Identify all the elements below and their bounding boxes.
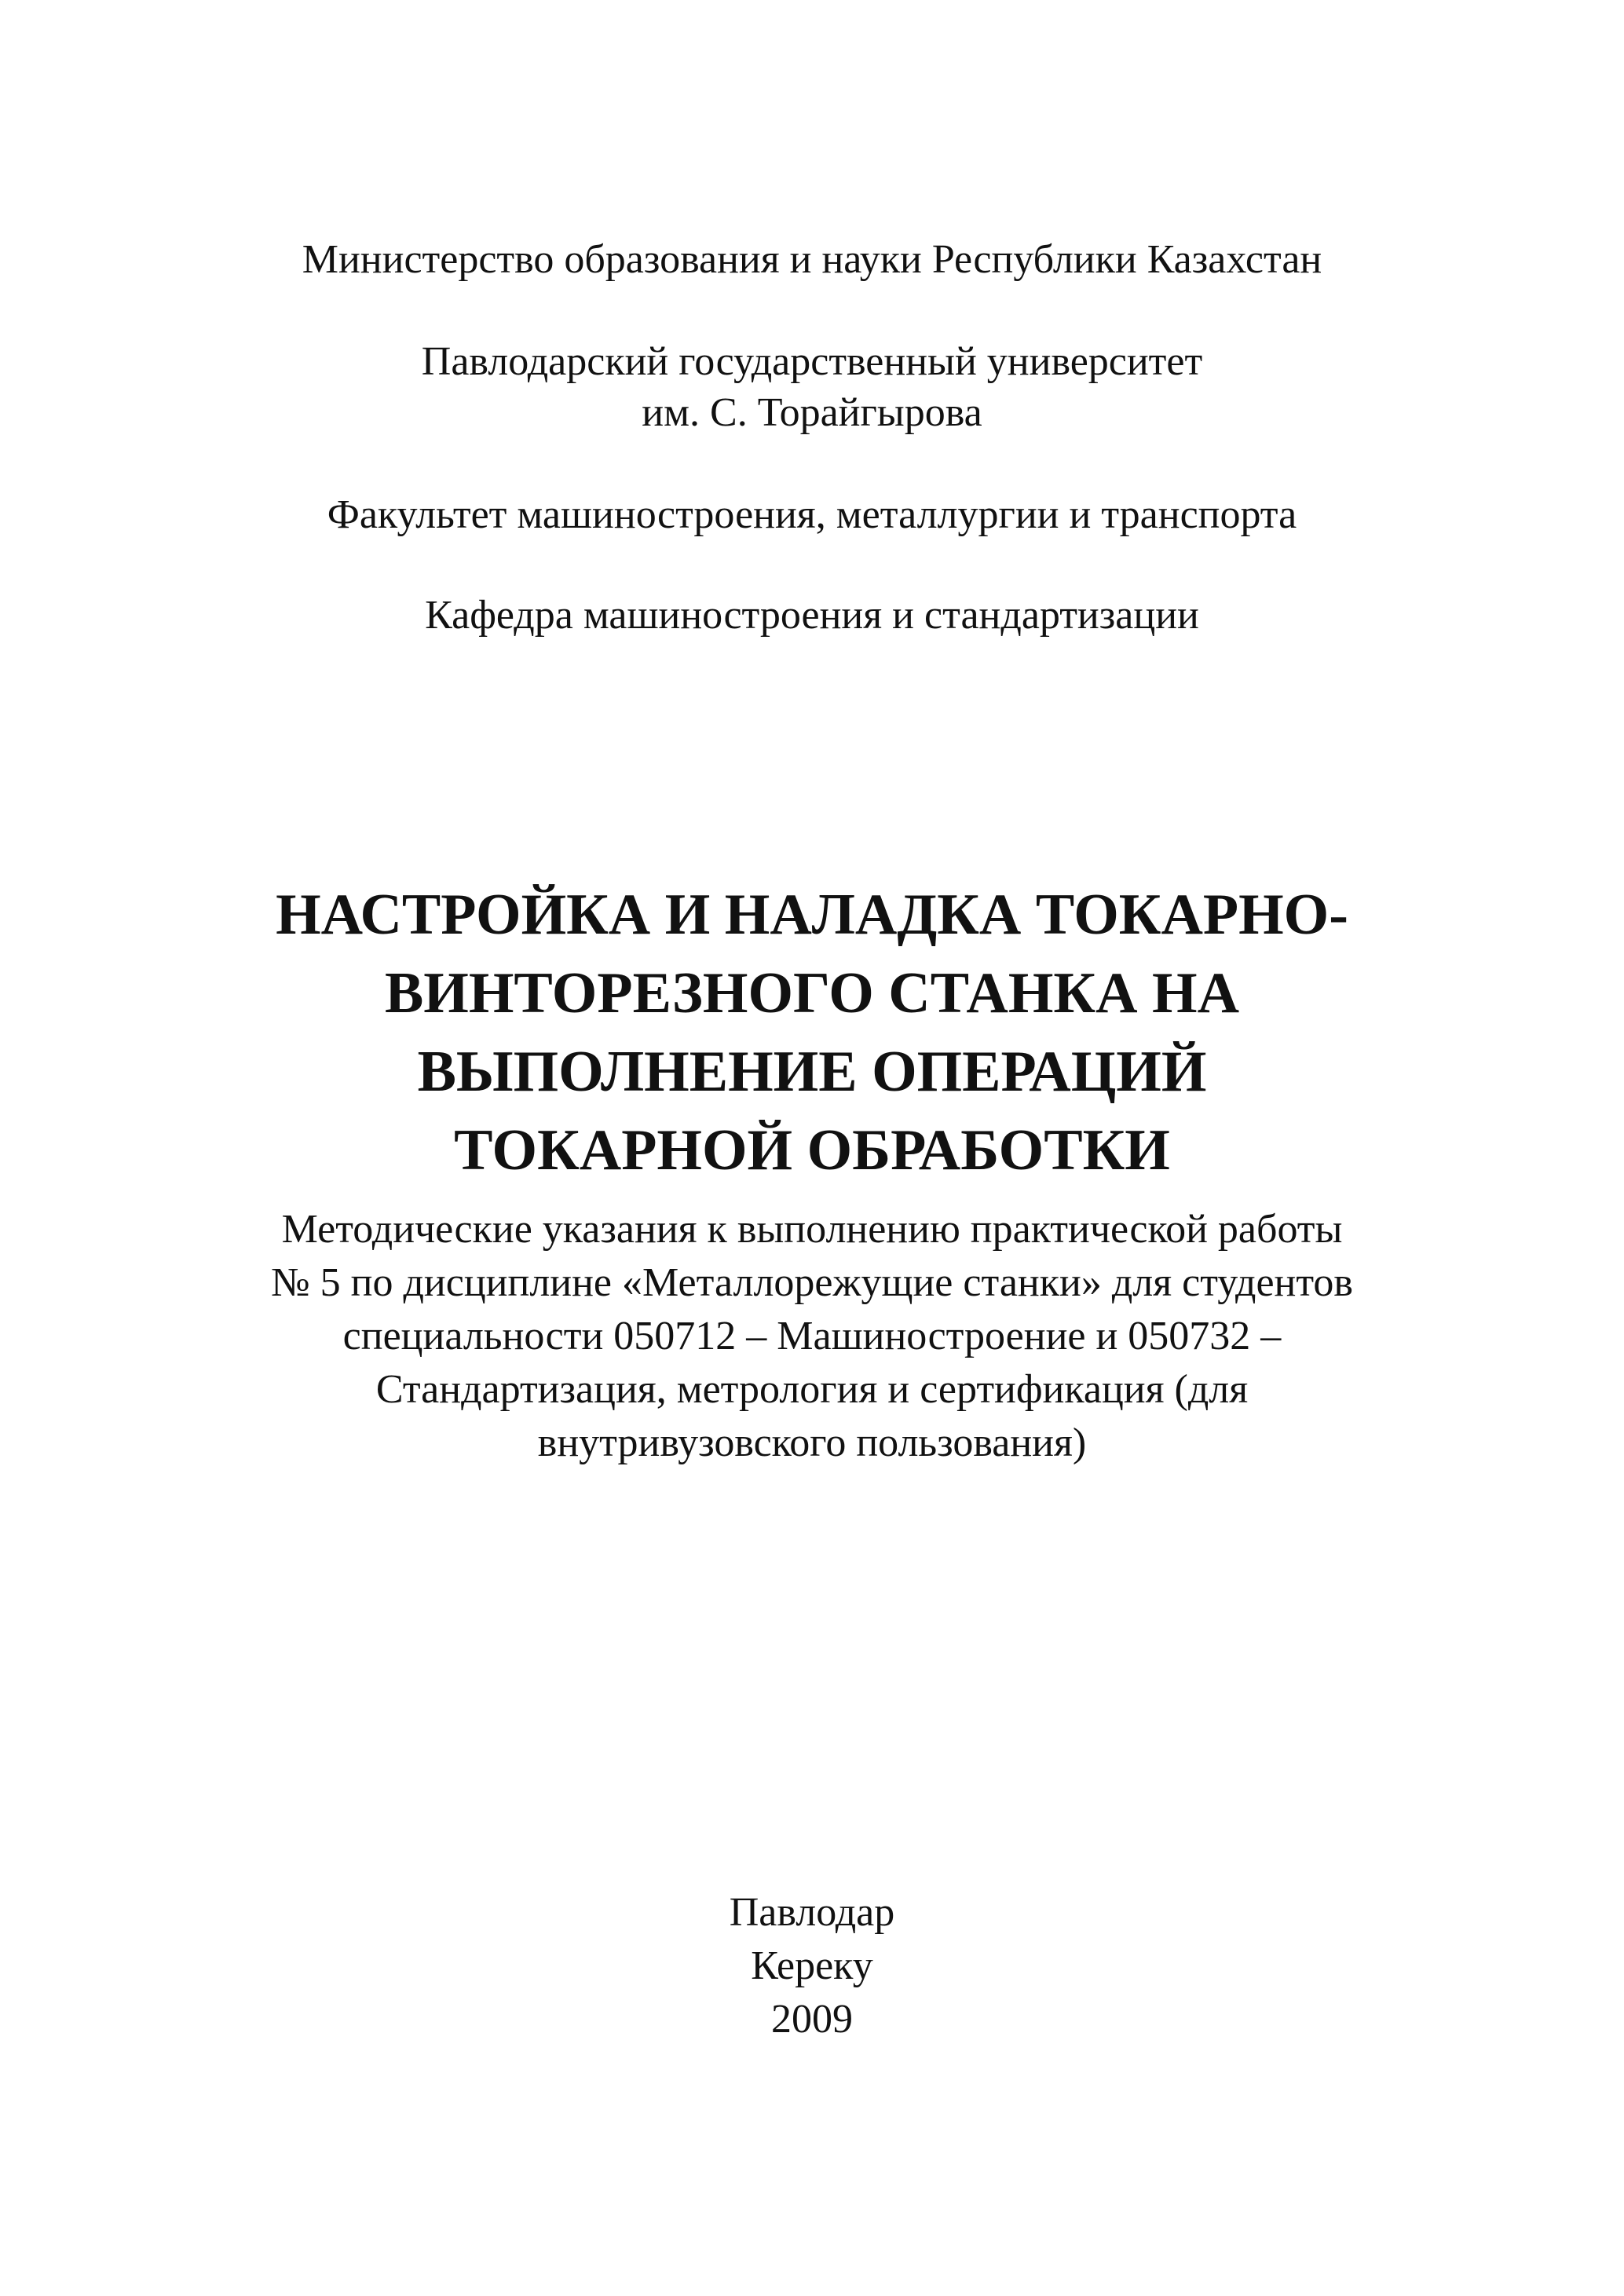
imprint-publisher: Кереку	[751, 1943, 873, 1988]
subtitle-line-1: Методические указания к выполнению практической работы	[281, 1207, 1343, 1252]
title-line-4: ТОКАРНОЙ ОБРАБОТКИ	[454, 1118, 1170, 1183]
imprint-city: Павлодар	[729, 1890, 895, 1935]
ministry-name: Министерство образования и науки Республики Казахстан	[302, 237, 1322, 282]
subtitle-line-4: Стандартизация, метрология и сертификация (для	[375, 1367, 1249, 1412]
subtitle-line-5: внутривузовского пользования)	[537, 1420, 1087, 1465]
title-line-1: НАСТРОЙКА И НАЛАДКА ТОКАРНО-	[276, 883, 1348, 947]
department-name: Кафедра машиностроения и стандартизации	[425, 593, 1199, 638]
title-line-3: ВЫПОЛНЕНИЕ ОПЕРАЦИЙ	[417, 1040, 1207, 1104]
imprint-year: 2009	[771, 1997, 853, 2042]
title-line-2: ВИНТОРЕЗНОГО СТАНКА НА	[384, 961, 1240, 1026]
university-name-line-2: им. С. Торайгырова	[642, 390, 982, 435]
subtitle-line-2: № 5 по дисциплине «Металлорежущие станки» для студентов	[271, 1260, 1353, 1305]
faculty-name: Факультет машиностроения, металлургии и транспорта	[327, 492, 1297, 537]
university-name-line-1: Павлодарский государственный университет	[421, 339, 1203, 384]
subtitle-line-3: специальности 050712 – Машиностроение и 050732 –	[342, 1314, 1282, 1358]
